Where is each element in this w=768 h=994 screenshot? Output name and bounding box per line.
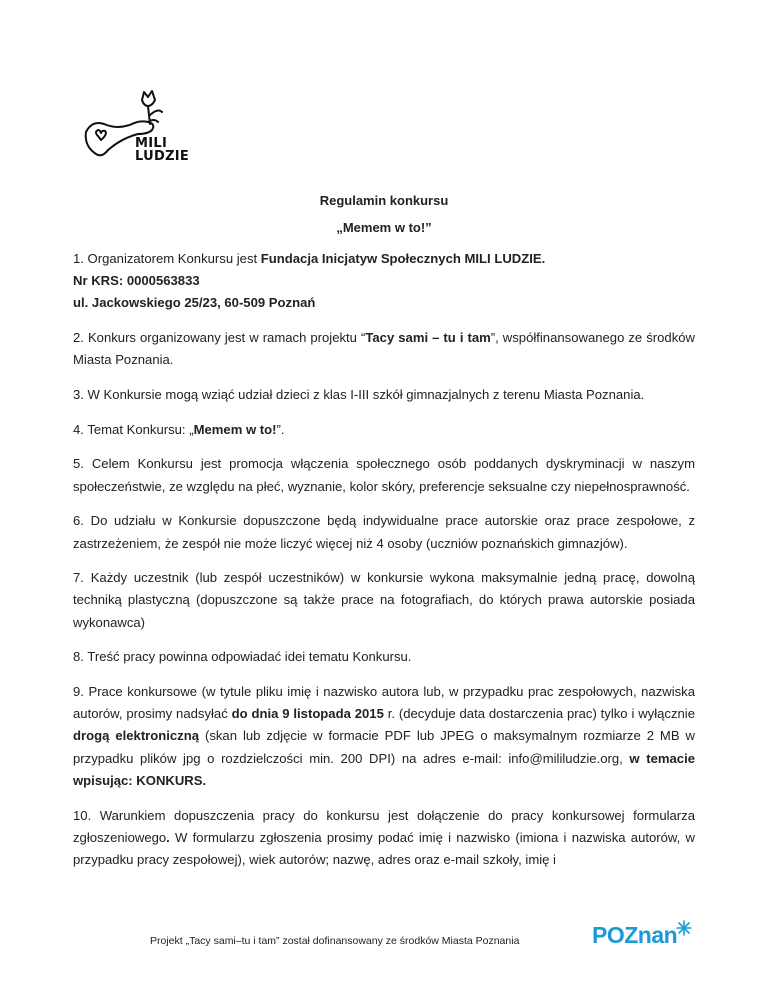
text-segment: 3. W Konkursie mogą wziąć udział dzieci z klas I-III szkół gimnazjalnych z terenu Miasta Poznania.	[73, 387, 645, 403]
text-segment: W formularzu zgłoszenia prosimy podać imię i nazwisko (imiona i nazwiska autorów, w przypadku pracy zespołowej), wiek autorów; nazwę, adres oraz e-mail szkoły, imię i	[73, 829, 695, 867]
rule-paragraph	[73, 327, 695, 371]
poznan-wordmark: POZnan	[592, 922, 678, 948]
bold-text: drogą elektroniczną	[73, 728, 200, 744]
logo-line-2: LUDZIE	[135, 149, 190, 164]
document-title: Regulamin konkursu	[319, 193, 449, 208]
bold-text: ul. Jackowskiego 25/23, 60-509 Poznań	[73, 295, 316, 311]
rule-paragraph	[73, 453, 695, 497]
star-icon	[676, 920, 692, 936]
text-segment: (skan lub zdjęcie w formacie PDF lub JPEG o maksymalnym rozmiarze 2 MB w przypadku plików jpg o rozdzielczości min. 200 DPI) na adres e-mail: info@mililudzie.org,	[73, 728, 695, 766]
rule-paragraph	[73, 646, 695, 668]
text-segment: 10. Warunkiem dopuszczenia pracy do konkursu jest dołączenie do pracy konkursowej formularza zgłoszeniowego	[73, 807, 695, 845]
contest-name: „Memem w to!”	[336, 220, 432, 235]
bold-text: Fundacja Inicjatyw Społecznych MILI LUDZIE.	[260, 251, 546, 266]
mili-ludzie-logo	[78, 88, 208, 178]
text-segment: 6. Do udziału w Konkursie dopuszczone będą indywidualne prace autorskie oraz prace zespołowe, z zastrzeżeniem, że zespół nie może liczyć więcej niż 4 osoby (uczniów poznańskich gimnazjów).	[73, 513, 695, 551]
text-segment: 7. Każdy uczestnik (lub zespół uczestników) w konkursie wykona maksymalnie jedną pracę, dowolną techniką plastyczną (dopuszczone są także prace na fotografiach, do których prawa autorskie posiada wykonawca)	[73, 570, 695, 630]
bold-text: Tacy sami – tu i tam	[365, 330, 491, 346]
text-segment: r. (decyduje data dostarczenia prac) tylko i wyłącznie	[383, 706, 695, 722]
flower-hand-heart-icon	[78, 88, 208, 178]
rule-paragraph	[73, 270, 695, 292]
footer-note: Projekt „Tacy sami–tu i tam” został dofinansowany ze środków Miasta Poznania	[150, 935, 520, 947]
rule-paragraph	[73, 681, 695, 792]
text-segment: 8. Treść pracy powinna odpowiadać idei tematu Konkursu.	[73, 649, 412, 665]
rules-body	[73, 248, 695, 884]
bold-text: Memem w to!	[193, 421, 277, 437]
rule-paragraph	[73, 510, 695, 554]
rule-paragraph	[73, 248, 695, 270]
rule-paragraph	[73, 567, 695, 634]
bold-text: do dnia 9 listopada 2015	[231, 706, 384, 722]
text-segment: 4. Temat Konkursu: „	[73, 421, 194, 437]
text-segment: 2. Konkurs organizowany jest w ramach projektu “	[73, 330, 366, 346]
poznan-logo	[592, 922, 692, 952]
text-segment: ”, współfinansowanego ze środków Miasta Poznania.	[73, 330, 695, 368]
rule-paragraph	[73, 805, 695, 872]
logo-line-1: MILI	[135, 136, 168, 151]
logo-wordmark	[135, 137, 189, 163]
bold-text: w temacie wpisując: KONKURS.	[73, 750, 696, 788]
text-segment: ”.	[276, 421, 285, 437]
rule-paragraph	[73, 419, 695, 441]
rule-paragraph	[73, 292, 695, 314]
text-segment: 9. Prace konkursowe (w tytule pliku imię i nazwisko autora lub, w przypadku prac zespołowych, nazwiska autorów, prosimy nadsyłać	[73, 684, 695, 722]
rule-paragraph	[73, 384, 695, 406]
text-segment: 1. Organizatorem Konkursu jest	[73, 251, 261, 266]
bold-text: Nr KRS: 0000563833	[73, 273, 200, 289]
bold-text: .	[166, 829, 170, 845]
text-segment: 5. Celem Konkursu jest promocja włączenia społecznego osób poddanych dyskryminacji w naszym społeczeństwie, ze względu na płeć, wyznanie, kolor skóry, preferencje seksualne czy niepełnosprawność.	[73, 456, 695, 494]
